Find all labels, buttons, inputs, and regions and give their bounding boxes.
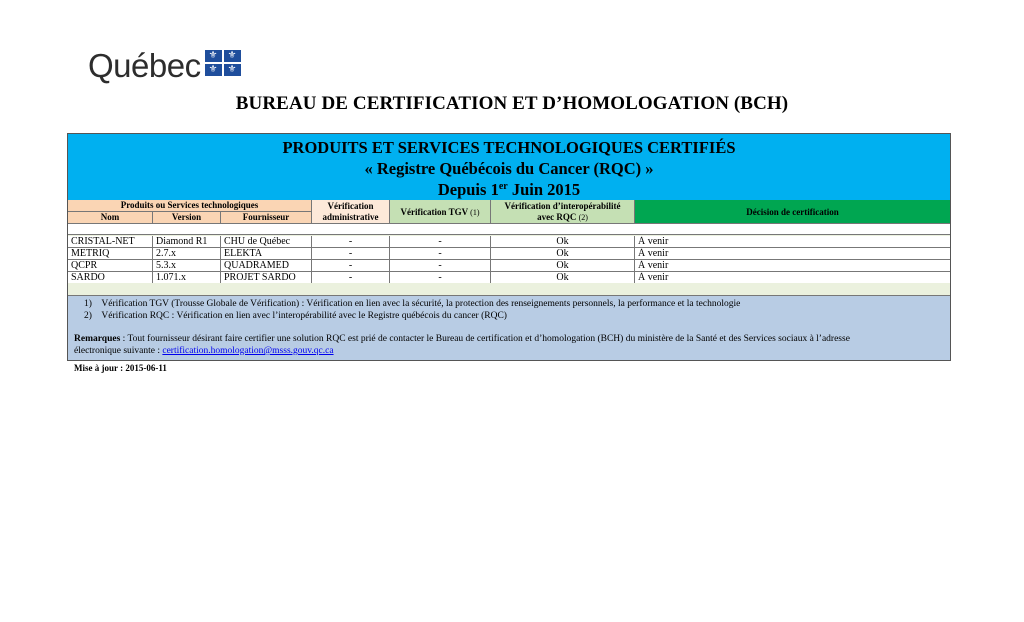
cell-nom: QCPR [68,260,153,272]
col-header-verif-admin: Vérification administrative [312,200,390,224]
empty-row [68,283,950,296]
fleur-de-lis-icon: ⚜ [208,50,218,61]
cell-interop: Ok [491,272,635,284]
spacer-row [68,224,950,235]
banner-line1: PRODUITS ET SERVICES TECHNOLOGIQUES CERTIFIÉS [282,138,736,157]
col-header-verif-tgv: Vérification TGV (1) [390,200,491,224]
cell-interop: Ok [491,260,635,272]
cell-admin: - [312,272,390,284]
fleur-de-lis-icon: ⚜ [227,64,237,75]
banner-line2: « Registre Québécois du Cancer (RQC) » [364,159,654,178]
cell-nom: CRISTAL-NET [68,236,153,248]
cell-version: 1.071.x [153,272,221,284]
notes-section [68,296,950,360]
col-header-decision: Décision de certification [635,200,950,224]
col-header-interop: Vérification d’interopérabilité avec RQC (2) [491,200,635,224]
page-title: BUREAU DE CERTIFICATION ET D’HOMOLOGATION (BCH) [235,93,789,114]
col-header-nom: Nom [68,212,153,224]
cell-nom: METRIQ [68,248,153,260]
cell-version: 2.7.x [153,248,221,260]
cell-decision: À venir [635,248,950,260]
cell-fournisseur: PROJET SARDO [221,272,312,284]
col-header-version: Version [153,212,221,224]
certification-table-box [67,133,951,361]
group-header: Produits ou Services technologiques [68,200,312,212]
note-1: 1) Vérification TGV (Trousse Globale de Vérification) : Vérification en lien avec la sécurité, la protection des renseignements personnels, la performance et la technologie [84,299,741,309]
cell-tgv: - [390,272,491,284]
cell-admin: - [312,248,390,260]
last-updated: Mise à jour : 2015-06-11 [74,363,167,373]
fleur-de-lis-icon: ⚜ [227,50,237,61]
remark-line2: électronique suivante : certification.homologation@msss.gouv.qc.ca [74,346,334,356]
cell-decision: À venir [635,236,950,248]
cell-interop: Ok [491,236,635,248]
cell-admin: - [312,236,390,248]
logo-wordmark: Québec [88,47,201,84]
cell-tgv: - [390,260,491,272]
col-header-fournisseur: Fournisseur [221,212,312,224]
fleur-de-lis-icon: ⚜ [208,64,218,75]
cell-interop: Ok [491,248,635,260]
cell-version: 5.3.x [153,260,221,272]
banner-line3: Depuis 1er Juin 2015 [437,180,581,199]
cell-fournisseur: ELEKTA [221,248,312,260]
cell-admin: - [312,260,390,272]
cell-nom: SARDO [68,272,153,284]
cell-fournisseur: QUADRAMED [221,260,312,272]
fleur-de-lis-flag-icon [205,50,241,76]
email-link[interactable]: certification.homologation@msss.gouv.qc.ca [162,346,334,356]
cell-decision: À venir [635,260,950,272]
quebec-logo [88,46,241,86]
banner [68,134,950,200]
cell-version: Diamond R1 [153,236,221,248]
cell-tgv: - [390,236,491,248]
cell-decision: À venir [635,272,950,284]
cell-tgv: - [390,248,491,260]
remark-line1: Remarques : Tout fournisseur désirant faire certifier une solution RQC est prié de contacter le Bureau de certification et d’homologation (BCH) du ministère de la Santé et des Services sociaux à l’adresse [74,334,850,344]
cell-fournisseur: CHU de Québec [221,236,312,248]
note-2: 2) Vérification RQC : Vérification en lien avec l’interopérabilité avec le Registre québécois du cancer (RQC) [84,311,507,321]
